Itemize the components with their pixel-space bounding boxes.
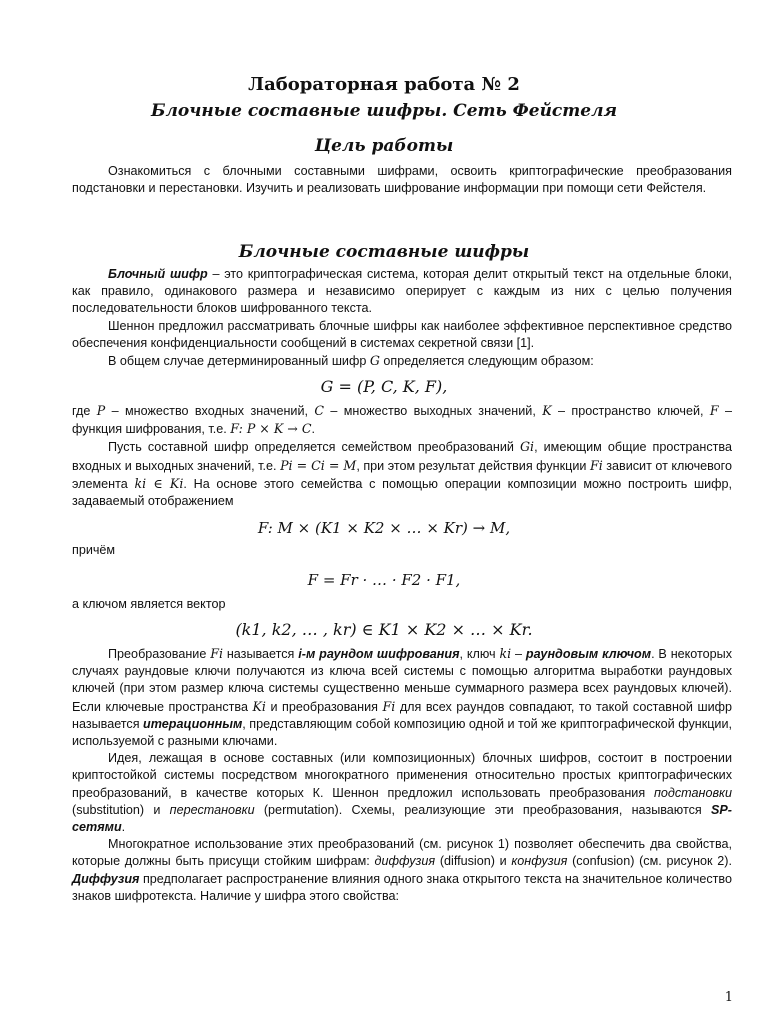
composite-paragraph: Пусть составной шифр определяется семейством преобразований Gi, имеющим общие пространства входных и выходных значений, т.е. Pi = Ci = M, при этом результат действия функции Fi зависит от ключевого элемента ki ∈ Ki. На основе этого семейства с помощью операции композиции можно построить шифр, задаваемый отображением [72,439,733,509]
lab-title: Лабораторная работа № 2 [248,74,520,95]
key-vector-line: а ключом является вектор [72,597,226,611]
shannon-paragraph: Шеннон предложил рассматривать блочные шифры как наиболее эффективное перспективное средство обеспечения конфиденциальности сообщений в системах секретной связи [1]. [72,318,732,350]
definitions-text [72,402,732,510]
formula-key-vector: (k1, k2, … , kr) ∈ K1 × K2 × … × Kr. [235,620,533,639]
general-case-paragraph: В общем случае детерминированный шифр G определяется следующим образом: [108,353,594,369]
goal-heading: Цель работы [314,136,454,156]
formula-mapping: F: M × (K1 × K2 × … × Kr) → M, [257,519,511,537]
multi-use-paragraph: Многократное использование этих преобразований (см. рисунок 1) позволяет обеспечить два свойства, которые должны быть присущи стойким шифрам: диффузия (diffusion) и конфузия (confusion) (см. рисунок 2). Диффузия предполагает распространение влияния одного знака открытого текста на значительное количество знаков шифротекста. Наличие у шифра этого свойства: [72,837,732,903]
goal-paragraph: Ознакомиться с блочными составными шифрами, освоить криптографические преобразования подстановки и перестановки. Изучить и реализовать шифрование информации при помощи сети Фейстеля. [72,164,732,196]
block-ciphers-heading: Блочные составные шифры [238,242,530,262]
idea-paragraph: Идея, лежащая в основе составных (или композиционных) блочных шифров, состоит в построении криптостойкой системы посредством многократного применения относительно простых криптографических преобразований, в качестве которых К. Шеннон предложил использовать преобразования подстановки (substitution) и перестановки (permutation). Схемы, реализующие эти преобразования, называются SP-сетями. [72,751,732,835]
formula-composition: F = Fr · … · F2 · F1, [307,571,461,589]
prichem-line: причём [72,543,116,557]
formula-cipher-tuple: G = (P, C, K, F), [320,377,448,396]
main-text [72,645,732,905]
where-paragraph: где P – множество входных значений, C – множество выходных значений, K – пространство ключей, F – функция шифрования, т.е. F: P × K → C. [72,403,732,437]
definition-paragraph: Блочный шифр – это криптографическая система, которая делит открытый текст на отдельные блоки, как правило, одинакового размера и независимо оперирует с каждым из них с целью получения последовательности блоков шифрованного текста. [72,267,732,316]
block-ciphers-text [72,266,732,370]
lab-subtitle: Блочные составные шифры. Сеть Фейстеля [150,101,618,121]
round-paragraph: Преобразование Fi называется i-м раундом шифрования, ключ ki – раундовым ключом. В некоторых случаях раундовые ключи получаются из ключа всей системы с помощью алгоритма выработки раундовых ключей (при этом размер ключа системы существенно меньше суммарного размера всех раундовых ключей). Если ключевые пространства Ki и преобразования Fi для всех раундов совпадают, то такой составной шифр называется итерационным, представляющим собой композицию одной и той же криптографической функции, используемой с разными ключами. [72,646,733,749]
page-number: 1 [724,990,733,1005]
